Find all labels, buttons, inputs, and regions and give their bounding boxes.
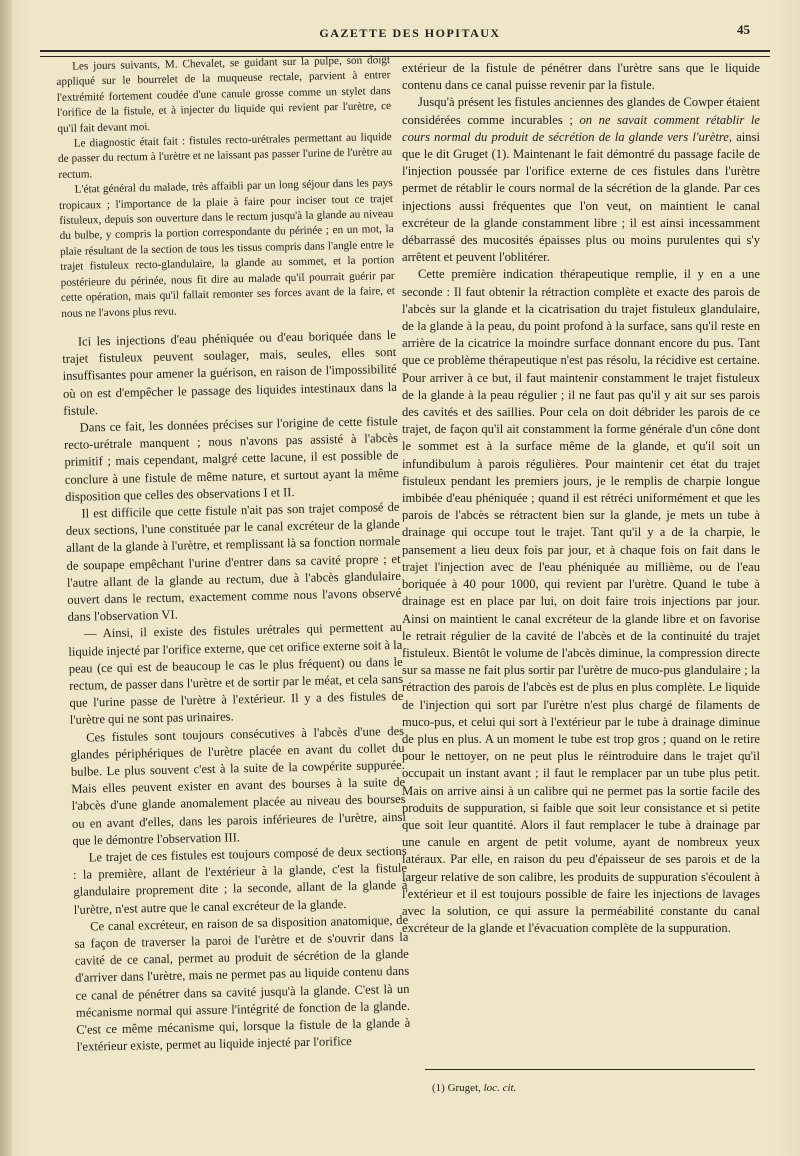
- paragraph: L'état général du malade, très affaibli par un long séjour dans les pays tropicaux ; l'importance de la plaie à faire pour inciser tout ce trajet fistuleux, depuis son ouverture dans le rectum jusqu'à la glande au niveau du bulbe, y compris la portion correspondante du périnée ; en un mot, la plaie résultant de la section de tous les tissus compris dans l'angle entre le trajet fistuleux recto-glandulaire, la glande au sommet, et la portion postérieure du périnée, nous fit dire au malade qu'il pourrait guérir par cette opération, mais qu'il fallait remonter ses forces avant de la faire, et nous ne l'avons plus revu.: [58, 177, 396, 320]
- paragraph: Cette première indication thérapeutique remplie, il y en a une seconde : Il faut obtenir la rétraction complète et exacte des parois de l'abcès sur la glande et la cicatrisation du trajet fistuleux glandulaire, de la glande à la peau, du point profond à la surface, sans qu'il reste en arrière de la cicatrice la moindre surface donnant encore du pus. Tant que ce problème thérapeutique n'est pas résolu, la récidive est certaine. Pour arriver à ce but, il faut maintenir constamment le trajet fistuleux de la glande à la peau régulier ; il ne faut pas qu'il y ait sur ses parois des cavités et des saillies. Pour cela on doit débrider les parois de ce trajet, de façon qu'il ait constamment la forme générale d'un cône dont le sommet est à la surface même de la glande, et qu'il soit un infundibulum à parois régulières. Pour maintenir cet état du trajet fistuleux pendant les premiers jours, je le remplis de charpie longue imbibée d'eau phéniquée ; quand il est rétréci uniformément et que les parois de l'abcès se rétractent bien sur la glande, je mets un tube à drainage qui occupe tout le trajet. Tant qu'il y a de la charpie, le pansement a lieu deux fois par jour, et à chaque fois on fait dans le trajet l'injection avec de l'eau phéniquée au millième, ou de l'eau boriquée à 40 pour 1000, qui revient par l'urètre. Quand le tube à drainage est en place par lui, on doit faire trois injections par jour. Ainsi on maintient le canal excréteur de la glande libre et on favorise le retrait régulier de la cavité de l'abcès et de la continuité du trajet fistuleux. Bientôt le volume de l'abcès diminue, la compression directe sur sa masse ne fait plus sortir par l'urètre de muco-pus glandulaire ; la rétraction des parois de l'abcès est de plus en plus complète. Le liquide de l'injection qui sort par l'urètre n'est plus chargé de filaments de muco-pus, et celui qui sort à l'extérieur par le tube à drainage diminue de plus en plus. A un moment le tube est trop gros ; quand on le retire pour le nettoyer, on ne peut plus le réintroduire dans le trajet qu'il occupait un instant avant ; il faut le remplacer par un tube plus petit. Mais on arrive ainsi à un calibre qui ne permet pas la sortie facile des produits de suppuration, si faible que soit leur consistance et si petite que soit leur quantité. Alors il faut remplacer le tube à drainage par une canule en argent de petit volume, ayant de nombreux yeux latéraux. Par elle, en raison du peu d'épaisseur de ses parois et de la largeur relative de son calibre, les produits de suppuration s'écoulent à l'extérieur et il est toujours possible de faire les injections de lavages avec la solution, ce qui assure la perméabilité constante du canal excréteur de la glande et l'évacuation complète de la suppuration.: [402, 267, 760, 936]
- emphasized-text: on ne savait comment rétablir le cours normal du produit de sécrétion de la glande vers l'urètre: [402, 112, 760, 144]
- right-column: [402, 60, 760, 937]
- header-rule: [40, 50, 770, 57]
- paragraph: — Ainsi, il existe des fistules urétrales qui permettent au liquide injecté par l'orifice externe, que cet orifice externe soit à la peau (ce qui est de beaucoup le cas le plus fréquent) ou dans le rectum, de passer dans l'urètre et de sortir par le méat, et cela sans que l'urine passe de l'urètre à l'extérieur. Il y a des fistules de l'urètre qui ne sont pas urinaires.: [68, 620, 404, 728]
- paragraph: Jusqu'à présent les fistules anciennes des glandes de Cowper étaient considérées comme incurables ; on ne savait comment rétablir le cours normal du produit de sécrétion de la glande vers l'urètre, ainsi que le dit Gruget (1). Maintenant le fait démontré du passage facile de l'injection poussée par l'orifice externe de ces fistules dans l'urètre permet de rétablir le cours normal de la sécrétion de la glande. Par ces injections aussi fréquentes que l'on veut, on maintient le canal excréteur de la glande constamment libre ; il est ainsi incessamment débarrassé des mucosités épaisses plus ou moins purulentes qui s'y arrêtent et peuvent l'oblitérer.: [402, 95, 760, 265]
- left-column: [56, 53, 411, 1056]
- paragraph: Il est difficile que cette fistule n'ait pas son trajet composé de deux sections, l'une constituée par le canal excréteur de la glande allant de la glande à l'urètre, et remplissant là sa fonction normale de soupape empêchant l'urine d'entrer dans sa cavité propre ; et l'autre allant de la glande au rectum, due à l'abcès glandulaire ouvert dans le rectum, exactement comme nous l'avons observé dans l'observation VI.: [65, 499, 402, 625]
- paragraph: extérieur de la fistule de pénétrer dans l'urètre sans que le liquide contenu dans ce canal puisse revenir par la fistule.: [402, 61, 760, 93]
- paragraph: Ces fistules sont toujours consécutives à l'abcès d'une des glandes périphériques de l'urètre placée en avant du collet du bulbe. Le plus souvent c'est à la suite de la cowpérite suppurée. Mais elles peuvent exister en avant des bourses à la suite de l'abcès d'une glande anomalement placée au niveau des bourses ou en avant d'elles, dans les parois inférieures de l'urètre, ainsi que le démontre l'observation III.: [70, 723, 407, 848]
- footnote: [432, 1082, 516, 1094]
- paragraph: Ici les injections d'eau phéniquée ou d'eau boriquée dans le trajet fistuleux peuvent soulager, mais, seules, elles sont insuffisantes pour amener la guérison, en raison de l'impossibilité où on est d'empêcher le passage des liquides intestinaux dans la fistule.: [62, 327, 398, 418]
- footnote-citation: loc. cit.: [483, 1082, 517, 1094]
- page-header: [60, 20, 760, 44]
- paragraph: Ce canal excréteur, en raison de sa disposition anatomique, de sa façon de traverser la paroi de l'urètre et de s'ouvrir dans la cavité de ce canal, permet au produit de sécrétion de la glande d'arriver dans l'urètre, mais ne permet pas au liquide contenu dans ce canal de pénétrer dans sa cavité jusqu'à la glande. C'est là un mécanisme normal qui assure l'intégrité de fonction de la glande. C'est ce même mécanisme qui, lorsque la fistule de la glande à l'extérieur existe, permet au liquide injecté par l'orifice: [74, 912, 411, 1055]
- page-number: 45: [737, 22, 750, 37]
- footnote-reference: (1) Gruget,: [432, 1082, 481, 1094]
- paragraph: Les jours suivants, M. Chevalet, se guidant sur la pulpe, son doigt appliqué sur le bourrelet de la muqueuse rectale, parvient à entrer l'extrémité fortement coudée d'une canule grosse comme un stylet dans l'orifice de la fistule, et à injecter du liquide qui revient par l'urètre, ce qu'il fait devant moi.: [56, 54, 392, 135]
- running-title: GAZETTE DES HOPITAUX: [319, 26, 501, 40]
- footnote-rule: [425, 1069, 755, 1070]
- binding-edge: [0, 0, 12, 1156]
- paragraph: Le trajet de ces fistules est toujours composé de deux sections : la première, allant de l'extérieur à la glande, c'est la fistule glandulaire proprement dite ; la seconde, allant de la glande à l'urètre, n'est autre que le canal excréteur de la glande.: [72, 843, 408, 917]
- paragraph: Le diagnostic était fait : fistules recto-urétrales permettant au liquide de passer du rectum à l'urètre et ne laissant pas passer l'urine de l'urètre au rectum.: [57, 131, 393, 181]
- paragraph: Dans ce fait, les données précises sur l'origine de cette fistule recto-urétrale manquent ; nous n'avons pas assisté à l'abcès primitif ; mais cependant, malgré cette lacune, il est possible de conclure à une fistule de même nature, et surtout ayant la même disposition que celles des observations I et II.: [63, 413, 399, 504]
